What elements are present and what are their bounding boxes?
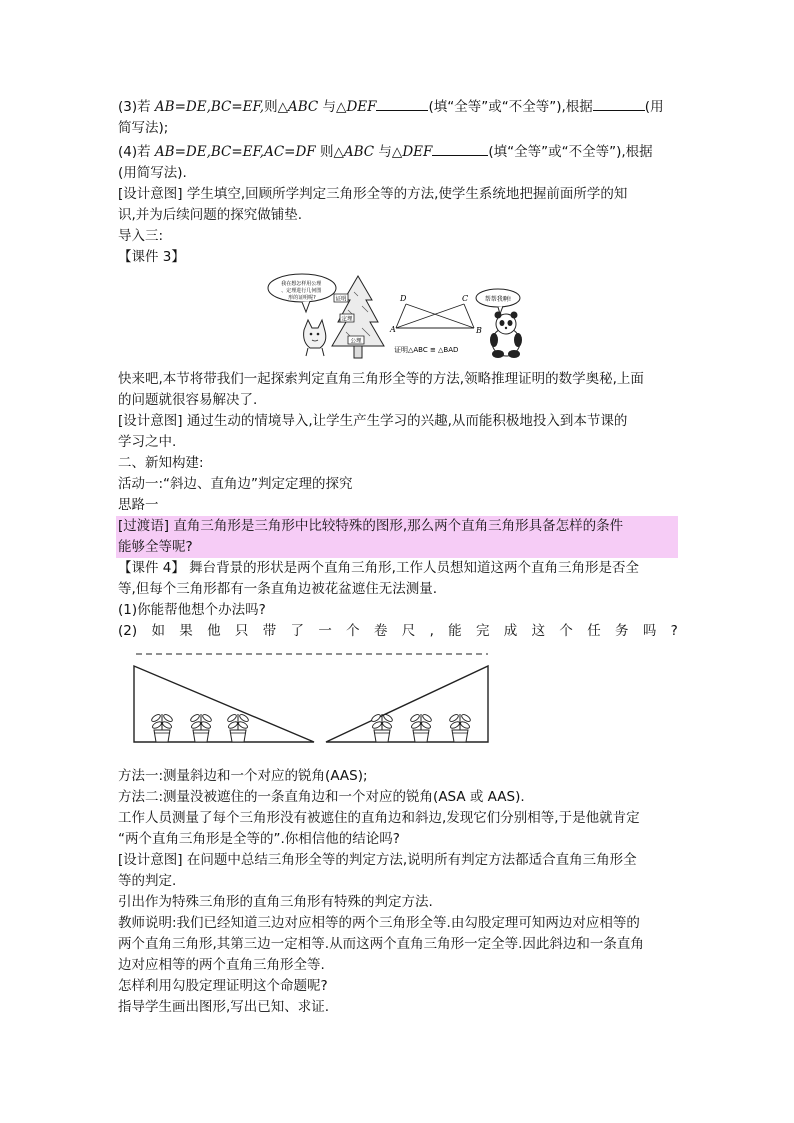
question-2-char: 一 — [318, 623, 332, 639]
design-intent-3-line-1: [设计意图] 在问题中总结三角形全等的判定方法,说明所有判定方法都适合直角三角形全 — [118, 852, 637, 868]
lead-line: 引出作为特殊三角形的直角三角形有特殊的判定方法. — [118, 894, 433, 910]
tag-proof — [334, 294, 348, 303]
question-2-char: 了 — [290, 623, 304, 639]
flower-pot-icon — [371, 713, 394, 742]
question-2-char: 只 — [234, 623, 249, 639]
speech-bubble-tail — [302, 301, 310, 312]
label-a: A — [390, 325, 396, 334]
answer-blank[interactable] — [376, 96, 428, 111]
tag-axiom — [348, 336, 364, 345]
text: 则△ — [264, 99, 288, 115]
flower-pot-icon — [151, 713, 174, 742]
how-line: 怎样利用勾股定理证明这个命题呢? — [118, 978, 328, 994]
courseware-4-line-2: 等,但每个三角形都有一条直角边被花盆遮住无法测量. — [118, 581, 438, 597]
speech-left-text: 我在想怎样用公理 、定理进行几何图 形的证明呢? — [281, 281, 322, 301]
text: (用 — [644, 99, 664, 115]
section-methods — [118, 766, 678, 1018]
design-intent-2-line-2: 学习之中. — [118, 434, 177, 450]
design-intent-1-line-1: [设计意图] 学生填空,回顾所学判定三角形全等的方法,使学生系统地把握前面所学的知 — [118, 186, 628, 202]
svg-text:证明: 证明 — [335, 296, 347, 303]
text: (4)若 — [118, 144, 155, 160]
text: (填“全等”或“不全等”),根据 — [488, 144, 653, 160]
teacher-line-2: 两个直角三角形,其第三边一定相等.从而这两个直角三角形一定全等.因此斜边和一条直角 — [118, 936, 644, 952]
math-condition: AB=DE,BC=EF, — [154, 99, 265, 115]
question-2-char: 这 — [531, 623, 546, 639]
teacher-line-3: 边对应相等的两个直角三角形全等. — [118, 957, 325, 973]
idea-one-heading: 思路一 — [118, 497, 159, 513]
question-2-char: 如 — [151, 623, 165, 639]
math-abc: ABC — [288, 99, 319, 115]
question-2-char: 个 — [559, 623, 573, 639]
stage-triangles-figure — [126, 650, 494, 754]
question-2-spread — [118, 621, 678, 642]
fox-character — [304, 320, 326, 356]
section-questions — [118, 96, 678, 268]
guide-line: 指导学生画出图形,写出已知、求证. — [118, 999, 330, 1015]
math-def: DEF — [346, 99, 377, 115]
text: (填“全等”或“不全等”),根据 — [428, 99, 593, 115]
staff-line-1: 工作人员测量了每个三角形没有被遮住的直角边和斜边,发现它们分别相等,于是他就肯定 — [118, 810, 640, 826]
after-figure-line-1: 快来吧,本节将带我们一起探索判定直角三角形全等的方法,领略推理证明的数学奥秘,上面 — [118, 371, 644, 387]
answer-blank[interactable] — [593, 96, 645, 111]
question-2-char: 果 — [179, 623, 193, 639]
question-2-char: 他 — [207, 623, 221, 639]
svg-text:定理: 定理 — [341, 316, 353, 323]
flower-pots — [151, 713, 472, 742]
cartoon-figure — [262, 270, 534, 360]
speech-right-text: 帮帮我啊! — [484, 296, 512, 303]
question-2-char: 卷 — [373, 623, 388, 639]
method-one: 方法一:测量斜边和一个对应的锐角(AAS); — [118, 768, 368, 784]
design-intent-1-line-2: 识,并为后续问题的探究做铺垫. — [118, 207, 303, 223]
flower-pot-icon — [449, 713, 472, 742]
after-figure-line-2: 的问题就很容易解决了. — [118, 392, 258, 408]
question-4-line-2: (用简写法). — [118, 165, 187, 181]
question-2-char: 吗 — [642, 623, 657, 639]
math-def: DEF — [402, 144, 433, 160]
panda-character — [490, 312, 522, 359]
math-condition: AB=DE,BC=EF,AC=DF — [154, 144, 316, 160]
math-abc: ABC — [343, 144, 375, 160]
label-b: B — [476, 326, 482, 335]
staff-line-2: “两个直角三角形是全等的”.你相信他的结论吗? — [118, 831, 400, 847]
text: 与△ — [318, 99, 347, 115]
text: 与△ — [374, 144, 403, 160]
design-intent-3-line-2: 等的判定. — [118, 873, 177, 889]
text: (3)若 — [118, 99, 155, 115]
question-2-char: 任 — [587, 623, 601, 639]
question-2-char: 成 — [503, 623, 518, 639]
question-2-char: (2) — [118, 623, 138, 639]
question-2-char: 带 — [262, 623, 277, 639]
question-2-char: , — [429, 623, 434, 639]
activity-one-heading: 活动一:“斜边、直角边”判定定理的探究 — [118, 476, 353, 492]
label-d: D — [400, 294, 407, 303]
tag-theorem — [340, 314, 354, 323]
proof-caption: 证明△ABC ≌ △BAD — [394, 346, 459, 354]
flower-pot-icon — [410, 713, 433, 742]
question-2-char: 务 — [615, 623, 629, 639]
courseware-4-line-1: 【课件 4】 舞台背景的形状是两个直角三角形,工作人员想知道这两个直角三角形是否全 — [118, 560, 639, 576]
flower-pot-icon — [227, 713, 250, 742]
teacher-line-1: 教师说明:我们已经知道三边对应相等的两个三角形全等.由勾股定理可知两边对应相等的 — [118, 915, 640, 931]
question-2-char: 完 — [475, 623, 490, 639]
question-4-line-1 — [118, 141, 678, 163]
transition-highlight — [116, 516, 678, 558]
method-two: 方法二:测量没被遮住的一条直角边和一个对应的锐角(ASA 或 AAS). — [118, 789, 525, 805]
question-1: (1)你能帮他想个办法吗? — [118, 602, 266, 618]
transition-line-1: [过渡语] 直角三角形是三角形中比较特殊的图形,那么两个直角三角形具备怎样的条件 — [118, 518, 624, 534]
design-intent-2-line-1: [设计意图] 通过生动的情境导入,让学生产生学习的兴趣,从而能积极地投入到本节课的 — [118, 413, 628, 429]
section-intro-body — [118, 369, 678, 642]
label-c: C — [462, 294, 469, 303]
text: 则△ — [315, 144, 344, 160]
transition-line-2: 能够全等呢? — [118, 539, 193, 555]
question-2-char: 个 — [346, 623, 360, 639]
svg-text:公理: 公理 — [350, 338, 362, 345]
question-2-char: 能 — [448, 623, 462, 639]
question-3-line-1 — [118, 96, 678, 118]
section-two-heading: 二、新知构建: — [118, 455, 204, 471]
geometry-quadrilateral — [396, 304, 474, 328]
question-3-line-2: 简写法); — [118, 120, 169, 136]
courseware-3-heading: 【课件 3】 — [118, 249, 185, 265]
answer-blank[interactable] — [432, 141, 488, 156]
question-2-char: 尺 — [401, 623, 416, 639]
intro-three-heading: 导入三: — [118, 228, 164, 244]
flower-pot-icon — [190, 713, 213, 742]
question-2-char: ? — [670, 623, 678, 639]
